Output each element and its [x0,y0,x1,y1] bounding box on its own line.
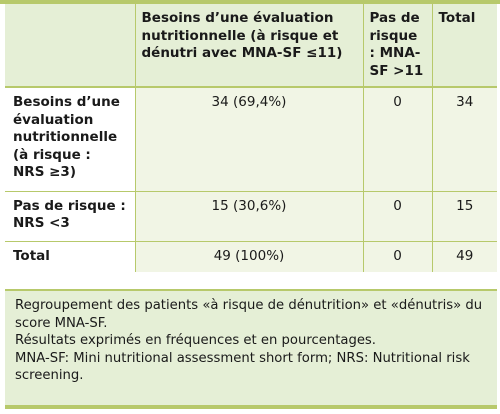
cell-at-risk-value: 15 (30,6%) [135,191,363,241]
bottom-rule [5,405,497,409]
table-notes [5,289,497,405]
note-abbreviations: MNA-SF: Mini nutritional assessment short form; NRS: Nutritional risk screening. [15,350,470,383]
results-table [5,4,497,272]
table-row [5,241,497,272]
cell-no-risk-value: 0 [363,191,432,241]
cell-total-value: 34 [432,87,497,191]
table-row [5,191,497,241]
row-label-total: Total [5,241,135,272]
header-col-at-risk: Besoins d’une évaluation nutritionnelle (à risque et dénutri avec MNA-SF ≤11) [135,4,363,87]
row-label-nrs-no-risk: Pas de risque : NRS <3 [5,191,135,241]
cell-no-risk-value: 0 [363,87,432,191]
header-col-no-risk: Pas de risque : MNA-SF >11 [363,4,432,87]
cell-total-value: 15 [432,191,497,241]
header-col-total: Total [432,4,497,87]
row-label-nrs-at-risk: Besoins d’une évaluation nutritionnelle (à risque : NRS ≥3) [5,87,135,191]
note-grouping: Regroupement des patients «à risque de dénutrition» et «dénutris» du score MNA-SF. [15,298,483,331]
note-results-format: Résultats exprimés en fréquences et en pourcentages. [15,333,376,348]
table-header-row [5,4,497,87]
cell-total-value: 49 [432,241,497,272]
cell-no-risk-value: 0 [363,241,432,272]
table-row [5,87,497,191]
cell-at-risk-value: 34 (69,4%) [135,87,363,191]
header-corner [5,4,135,87]
cell-at-risk-value: 49 (100%) [135,241,363,272]
